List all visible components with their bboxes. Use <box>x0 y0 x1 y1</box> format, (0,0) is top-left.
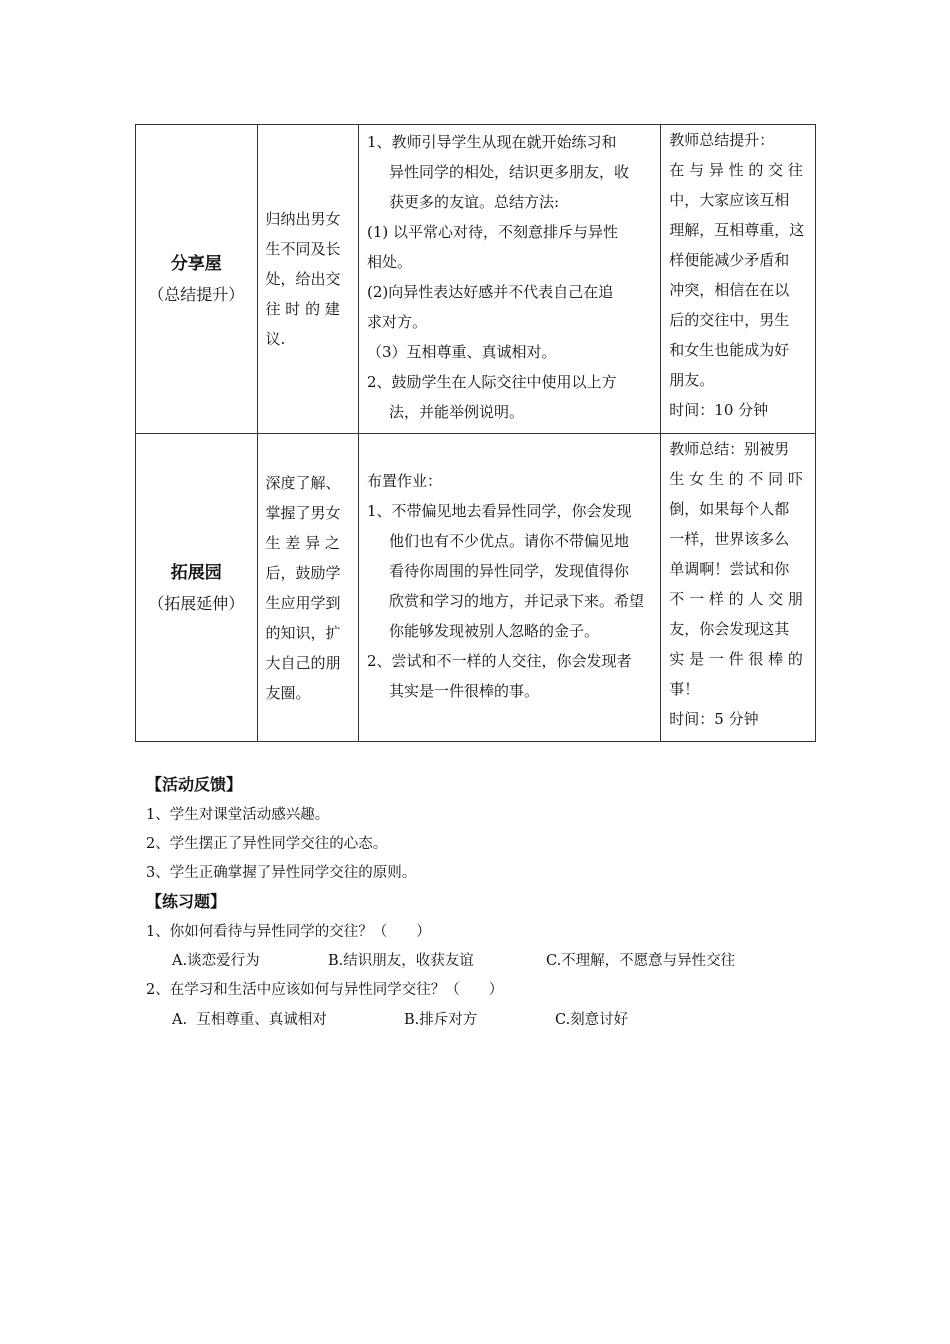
stage-cell <box>136 125 258 434</box>
process-line: 获更多的友谊。总结方法: <box>388 193 560 211</box>
goal-line: 深度了解、 <box>265 473 341 492</box>
process-line: 看待你周围的异性同学，发现值得你 <box>388 561 629 580</box>
summary-line: 生 女 生 的 不 同 吓 <box>669 470 803 488</box>
summary-line: 友，你会发现这其 <box>669 620 790 638</box>
goal-line: 后，鼓励学 <box>265 563 341 582</box>
summary-line: 教师总结提升： <box>669 131 775 149</box>
process-line: 2、鼓励学生在人际交往中使用以上方 <box>366 373 617 391</box>
table-row-share <box>136 125 816 434</box>
goal-line: 的知识，扩 <box>265 623 341 642</box>
summary-line: 理解，互相尊重，这 <box>669 221 805 239</box>
process-line: 他们也有不少优点。请你不带偏见地 <box>388 531 629 550</box>
summary-line: 和女生也能成为好 <box>669 341 790 359</box>
question-2-option-b: B.排斥对方 <box>404 1012 478 1028</box>
stage-cell <box>136 434 258 742</box>
question-1-option-a: A.谈恋爱行为 <box>172 953 260 969</box>
lesson-plan-table <box>135 124 816 742</box>
question-1: 1、你如何看待与异性同学的交往？（ ） <box>146 924 431 940</box>
summary-line: 时间：10 分钟 <box>669 401 769 419</box>
goal-cell <box>257 125 358 434</box>
table-row-extend <box>136 434 816 742</box>
summary-line: 一样，世界该多么 <box>669 530 790 548</box>
process-line: 异性同学的相处，结识更多朋友，收 <box>388 163 629 181</box>
summary-line: 教师总结：别被男 <box>669 440 790 458</box>
summary-line: 单调啊！尝试和你 <box>669 560 790 578</box>
process-cell <box>358 125 660 434</box>
question-2-option-a: A. 互相尊重、真诚相对 <box>172 1012 327 1028</box>
summary-line: 在 与 异 性 的 交 往 <box>669 161 803 179</box>
summary-line: 时间：5 分钟 <box>669 710 759 728</box>
summary-line: 后的交往中，男生 <box>669 311 790 329</box>
question-2: 2、在学习和生活中应该如何与异性同学交往？（ ） <box>146 982 504 998</box>
goal-line: 处，给出交 <box>265 270 341 288</box>
process-line: 2、尝试和不一样的人交往，你会发现者 <box>366 651 632 670</box>
summary-line: 事！ <box>669 680 700 698</box>
summary-line: 实 是 一 件 很 棒 的 <box>669 650 803 668</box>
process-line: 法，并能举例说明。 <box>388 403 524 421</box>
process-cell <box>358 434 660 742</box>
process-line: 1、不带偏见地去看异性同学，你会发现 <box>366 501 632 520</box>
process-line: 其实是一件很棒的事。 <box>388 681 539 700</box>
stage-name: 分享屋 <box>170 254 222 274</box>
process-line: 欣赏和学习的地方，并记录下来。希望 <box>388 591 644 610</box>
stage-name: 拓展园 <box>170 562 222 583</box>
question-1-option-c: C.不理解，不愿意与异性交往 <box>546 953 736 969</box>
goal-line: 生 差 异 之 <box>265 533 340 552</box>
goal-line: 掌握了男女 <box>265 503 341 522</box>
process-line: (1) 以平常心对待，不刻意排斥与异性 <box>366 223 618 241</box>
summary-line: 样便能减少矛盾和 <box>669 251 790 269</box>
question-1-option-b: B.结识朋友，收获友谊 <box>328 953 474 969</box>
process-line: 1、教师引导学生从现在就开始练习和 <box>366 133 617 151</box>
summary-line: 朋友。 <box>669 371 715 389</box>
summary-cell <box>661 125 816 434</box>
process-line: 你能够发现被别人忽略的金子。 <box>388 621 599 640</box>
exercise-heading: 【练习题】 <box>146 892 227 911</box>
feedback-item: 1、学生对课堂活动感兴趣。 <box>146 807 330 823</box>
goal-line: 往 时 的 建 <box>265 300 340 318</box>
feedback-heading: 【活动反馈】 <box>146 775 243 794</box>
process-line: 求对方。 <box>366 313 427 331</box>
goal-line: 议. <box>265 330 286 348</box>
process-line: 布置作业： <box>366 471 442 490</box>
goal-line: 友圈。 <box>265 683 311 702</box>
goal-line: 生应用学到 <box>265 593 341 612</box>
summary-line: 冲突，相信在在以 <box>669 281 790 299</box>
summary-cell <box>661 434 816 742</box>
goal-cell <box>257 434 358 742</box>
stage-subtitle: （总结提升） <box>148 285 245 304</box>
feedback-item: 3、学生正确掌握了异性同学交往的原则。 <box>146 865 417 881</box>
process-line: （3）互相尊重、真诚相对。 <box>366 343 557 361</box>
process-line: (2)向异性表达好感并不代表自己在追 <box>366 283 614 301</box>
goal-line: 生不同及长 <box>265 240 341 258</box>
summary-line: 倒，如果每个人都 <box>669 500 790 518</box>
feedback-item: 2、学生摆正了异性同学交往的心态。 <box>146 836 388 852</box>
goal-line: 归纳出男女 <box>265 210 341 228</box>
goal-line: 大自己的朋 <box>265 653 341 672</box>
stage-subtitle: （拓展延伸） <box>148 593 245 613</box>
summary-line: 不 一 样 的 人 交 朋 <box>669 590 803 608</box>
process-line: 相处。 <box>366 253 412 271</box>
question-2-option-c: C.刻意讨好 <box>555 1012 629 1028</box>
summary-line: 中，大家应该互相 <box>669 191 790 209</box>
